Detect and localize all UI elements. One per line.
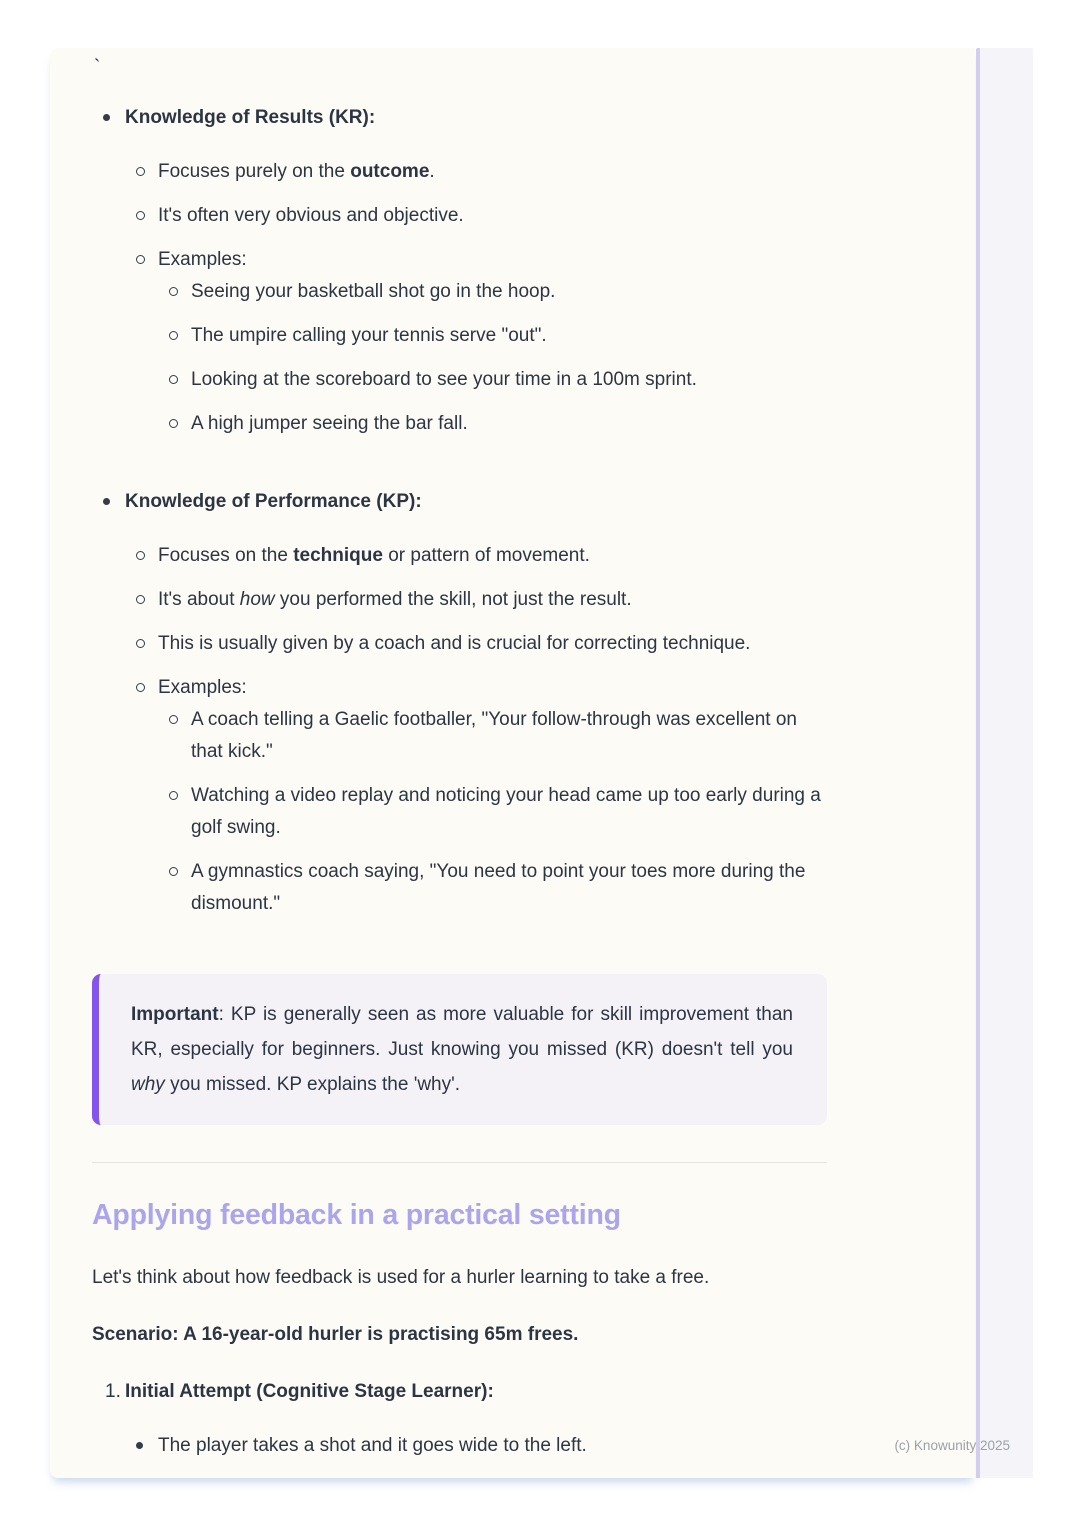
bullet-ring-marker [169,375,178,384]
step-number: 1. [105,1381,121,1402]
list-item-text [191,408,827,440]
text-segment: you performed the skill, not just the result. [274,589,632,610]
list-item-text [191,856,827,920]
text-segment: A gymnastics coach saying, "You need to point your toes more during the dismount." [191,861,806,914]
bullet-ring-marker [169,419,178,428]
section-heading: Applying feedback in a practical setting [92,1199,621,1231]
text-segment: It's often very obvious and objective. [158,205,464,226]
bullet-ring-marker [136,639,145,648]
text-segment: Watching a video replay and noticing your head came up too early during a golf swing. [191,785,821,838]
list-item-text [125,486,827,518]
text-segment: Focuses on the [158,545,294,566]
bullet-disc-marker [103,114,110,121]
list-item [125,244,827,452]
text-segment: A coach telling a Gaelic footballer, "Your follow-through was excellent on that kick." [191,709,797,762]
list-item-text [158,1430,827,1462]
important-callout-text [131,1004,793,1095]
bullet-ring-marker [169,331,178,340]
text-segment: you missed. KP explains the 'why'. [164,1074,461,1095]
important-callout [92,974,827,1125]
text-segment: . [429,161,435,182]
list-item [125,1430,827,1462]
list-item-text [158,584,827,616]
text-segment: : KP is generally seen as more valuable for skill improvement than KR, especially for beginners. Just knowing you missed (KR) doesn't tell you [131,1004,793,1060]
list-item-text [158,672,827,704]
text-segment: Knowledge of Performance (KP): [125,491,422,512]
bullet-ring-marker [136,551,145,560]
text-segment: The umpire calling your tennis serve "out". [191,325,547,346]
text-segment: Seeing your basketball shot go in the hoop. [191,281,556,302]
list-item [158,320,827,352]
text-segment: how [239,589,275,610]
step-title: Initial Attempt (Cognitive Stage Learner): [125,1381,494,1402]
list-item-text [191,780,827,844]
stray-backtick-character: ` [94,57,101,78]
text-segment: outcome [350,161,430,182]
text-segment: why [131,1074,165,1095]
text-segment: A high jumper seeing the bar fall. [191,413,468,434]
scenario-step-1 [92,1376,827,1474]
list-item [92,486,827,944]
text-segment: or pattern of movement. [382,545,590,566]
section-divider [92,1162,827,1163]
nested-list [158,276,827,452]
list-item-text [158,200,827,232]
list-item-text [158,156,827,188]
bullet-ring-marker [136,255,145,264]
text-segment: This is usually given by a coach and is crucial for correcting technique. [158,633,751,654]
text-segment: Knowledge of Results (KR): [125,107,376,128]
list-item-text [191,320,827,352]
list-item [125,628,827,660]
copyright-footer: (c) Knowunity 2025 [894,1438,1010,1453]
list-item [125,540,827,572]
list-item-text [158,244,827,276]
list-item [158,276,827,308]
bullet-ring-marker [169,287,178,296]
nested-list [125,156,827,464]
text-segment: technique [293,545,383,566]
list-item [158,408,827,440]
section-intro-paragraph: Let's think about how feedback is used for a hurler learning to take a free. [92,1267,710,1288]
nested-list [158,704,827,932]
text-segment: Focuses purely on the [158,161,351,182]
list-item [125,672,827,932]
bullet-ring-marker [169,867,178,876]
text-segment: The player takes a shot and it goes wide to the left. [158,1435,587,1456]
text-segment: It's about [158,589,240,610]
text-segment: Examples: [158,249,247,270]
bullet-ring-marker [169,791,178,800]
scrollbar-track[interactable] [976,48,1033,1478]
text-segment: Important [131,1004,219,1025]
step-bullet-list [125,1430,827,1474]
list-item-text [191,276,827,308]
text-segment: Examples: [158,677,247,698]
list-item [92,102,827,464]
list-item-text [158,628,827,660]
list-item-text [125,102,827,134]
bullet-ring-marker [136,211,145,220]
list-item [125,200,827,232]
scenario-statement: Scenario: A 16-year-old hurler is practising 65m frees. [92,1324,579,1345]
list-item [158,704,827,768]
bullet-ring-marker [136,167,145,176]
text-segment: Looking at the scoreboard to see your time in a 100m sprint. [191,369,697,390]
list-item [158,364,827,396]
bullet-disc-marker [136,1442,143,1449]
bullet-disc-marker [103,498,110,505]
scenario-steps [92,1376,827,1474]
list-item [125,584,827,616]
list-item [158,856,827,920]
feedback-types-list [92,102,827,944]
list-item [158,780,827,844]
nested-list [125,540,827,944]
list-item-text [191,364,827,396]
bullet-ring-marker [169,715,178,724]
list-item-text [158,540,827,572]
document-page [50,48,975,1478]
list-item-text [191,704,827,768]
bullet-ring-marker [136,595,145,604]
bullet-ring-marker [136,683,145,692]
list-item [125,156,827,188]
